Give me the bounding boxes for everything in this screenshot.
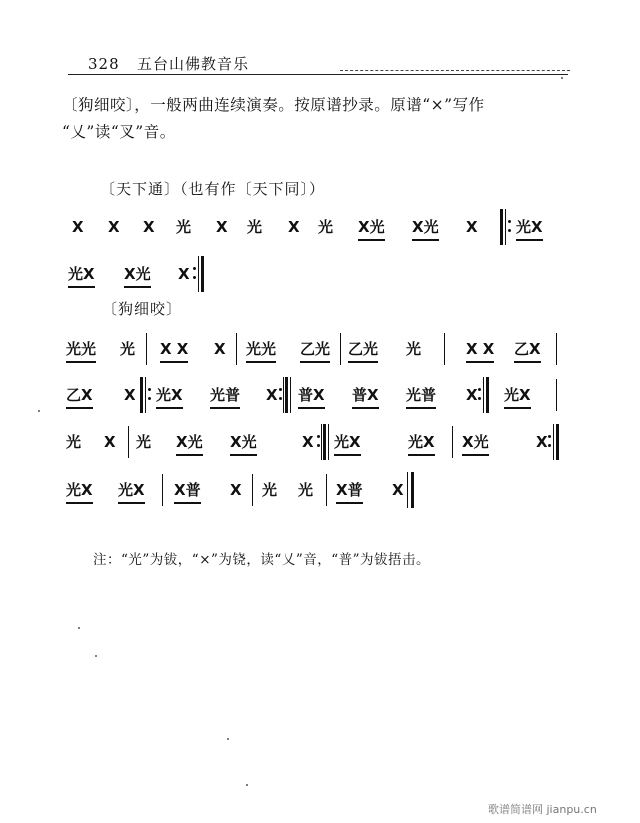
header-dash-rule [340,70,570,71]
repeat-start-sign [140,377,152,413]
notation-token: 光 [262,481,278,499]
page-number: 328 [88,55,120,73]
notation-token: 乙光 [348,337,378,363]
scan-speck [38,410,40,412]
section-2-title: 〔狗细咬〕 [102,300,183,318]
notation-token: X光 [462,430,489,456]
notation-token: X [104,433,116,451]
header-rule [68,74,568,75]
notation-token: 光光 [246,337,276,363]
bar-line [444,333,445,365]
notation-token: 光X [516,215,543,241]
section-2-row-2 [0,383,640,413]
repeat-end-sign [478,377,490,413]
notation-token: X [302,433,314,451]
notation-token: 光X [504,383,531,409]
notation-token: X [536,433,548,451]
watermark: 歌谱简谱网 jianpu.cn [488,803,597,816]
notation-token: X [266,386,278,404]
repeat-end-sign [548,424,560,460]
final-bar-sign [404,472,416,508]
book-title: 五台山佛教音乐 [136,55,249,73]
notation-token: X X [466,337,494,363]
notation-token: X光 [230,430,257,456]
section-2-row-1 [0,337,640,367]
notation-token: 光 [298,481,314,499]
notation-token: X光 [124,262,151,288]
notation-token: 乙X [514,337,541,363]
scan-speck [78,627,80,629]
notation-token: 光普 [406,383,436,409]
scan-speck [95,655,97,657]
notation-token: X [214,340,226,358]
notation-token: X [230,481,242,499]
bar-line [128,426,129,458]
intro-line-1: 〔狗细咬〕，一般两曲连续演奏。按原谱抄录。原谱“×”写作 [62,96,485,114]
notation-token: 光X [66,478,93,504]
notation-token: 光X [118,478,145,504]
section-2-row-4 [0,478,640,508]
notation-token: 乙X [66,383,93,409]
notation-token: X [124,386,136,404]
notation-token: 光 [406,340,422,358]
notation-token: 光 [66,433,82,451]
notation-token: 光普 [210,383,240,409]
notation-token: 普X [298,383,325,409]
bar-line [556,333,557,365]
notation-token: 光 [247,218,263,236]
bar-line [340,333,341,365]
notation-token: X [288,218,300,236]
notation-token: X [466,386,478,404]
bar-line [452,426,453,458]
notation-token: X [392,481,404,499]
section-1-title: 〔天下通〕（也有作〔天下同〕） [100,180,326,198]
scan-speck [227,738,229,740]
notation-token: 光 [136,433,152,451]
notation-token: X [178,265,190,283]
intro-line-2: “乂”读“叉”音。 [62,123,176,141]
repeat-double-sign [279,377,291,413]
notation-token: 普X [352,383,379,409]
notation-token: X [143,218,155,236]
notation-token: X光 [358,215,385,241]
notation-token: X X [160,337,188,363]
section-1-row-2 [0,262,640,292]
footnote: 注：“光”为钹，“×”为铙，读“乂”音，“普”为钹捂击。 [93,552,431,568]
notation-token: X [466,218,478,236]
notation-token: 光光 [66,337,96,363]
section-1-row-1 [0,215,640,245]
notation-token: X [216,218,228,236]
repeat-end-sign [193,256,205,292]
bar-line [236,333,237,365]
scan-speck [246,784,248,786]
notation-token: 乙光 [300,337,330,363]
bar-line [252,474,253,506]
notation-token: 光X [334,430,361,456]
notation-token: X普 [336,478,363,504]
notation-token: 光 [318,218,334,236]
notation-token: X光 [176,430,203,456]
bar-line [556,379,557,411]
repeat-start-sign [500,209,512,245]
notation-token: 光X [408,430,435,456]
page-header [88,53,249,74]
notation-token: X光 [412,215,439,241]
notation-token: 光X [68,262,95,288]
notation-token: X [72,218,84,236]
notation-token: 光 [120,340,136,358]
bar-line [162,474,163,506]
scan-speck [561,77,563,79]
repeat-double-sign [317,424,329,460]
notation-token: 光X [156,383,183,409]
notation-token: X普 [174,478,201,504]
section-2-row-3 [0,430,640,460]
notation-token: X [108,218,120,236]
bar-line [146,333,147,365]
bar-line [326,474,327,506]
notation-token: 光 [176,218,192,236]
